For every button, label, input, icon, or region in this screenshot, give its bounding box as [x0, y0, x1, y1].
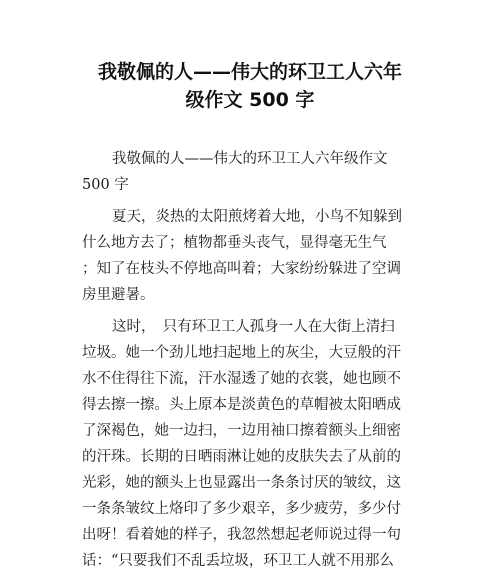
document-body [82, 146, 422, 574]
paragraph-2-line: 夏天，炎热的太阳煎烤着大地，小鸟不知躲到 [112, 209, 402, 225]
paragraph-3-line: 光彩，她的额头上也显露出一条条讨厌的皱纹，这 [82, 475, 401, 491]
paragraph-1-line: 我敬佩的人——伟大的环卫工人六年级作文 [112, 151, 388, 167]
document-title [40, 58, 460, 114]
paragraph-3-line: 垃圾。她一个劲儿地扫起地上的灰尘，大豆般的汗 [82, 345, 401, 361]
paragraph-3-line: 的汗珠。长期的日晒雨淋让她的皮肤失去了从前的 [82, 449, 401, 465]
paragraph-2-line: 房里避暑。 [82, 287, 155, 303]
paragraph-3-line: 一条条皱纹上烙印了多少艰辛，多少疲劳，多少付 [82, 501, 401, 517]
paragraph-1-line: 500 字 [82, 177, 129, 193]
title-line: 我敬佩的人——伟大的环卫工人六年 [97, 61, 402, 83]
paragraph-2-line: ；知了在枝头不停地高叫着；大家纷纷躲进了空调 [82, 261, 401, 277]
paragraph-3-line: 话：“只要我们不乱丢垃圾，环卫工人就不用那么 [82, 553, 394, 569]
paragraph-3-line: 水不住得往下流，汗水湿透了她的衣裳，她也顾不 [82, 371, 401, 387]
paragraph-3-line: 了深褐色，她一边扫，一边用袖口擦着额头上细密 [82, 423, 401, 439]
paragraph-3-line: 这时， 只有环卫工人孤身一人在大街上清扫 [112, 319, 395, 335]
paragraph-3-line: 出呀！看着她的样子，我忽然想起老师说过得一句 [82, 527, 401, 543]
title-line: 级作文 500 字 [185, 89, 315, 111]
paragraph-2-line: 什么地方去了；植物都垂头丧气，显得毫无生气 [82, 235, 387, 251]
paragraph-3-line: 得去擦一擦。头上原本是淡黄色的草帽被太阳晒成 [82, 397, 401, 413]
